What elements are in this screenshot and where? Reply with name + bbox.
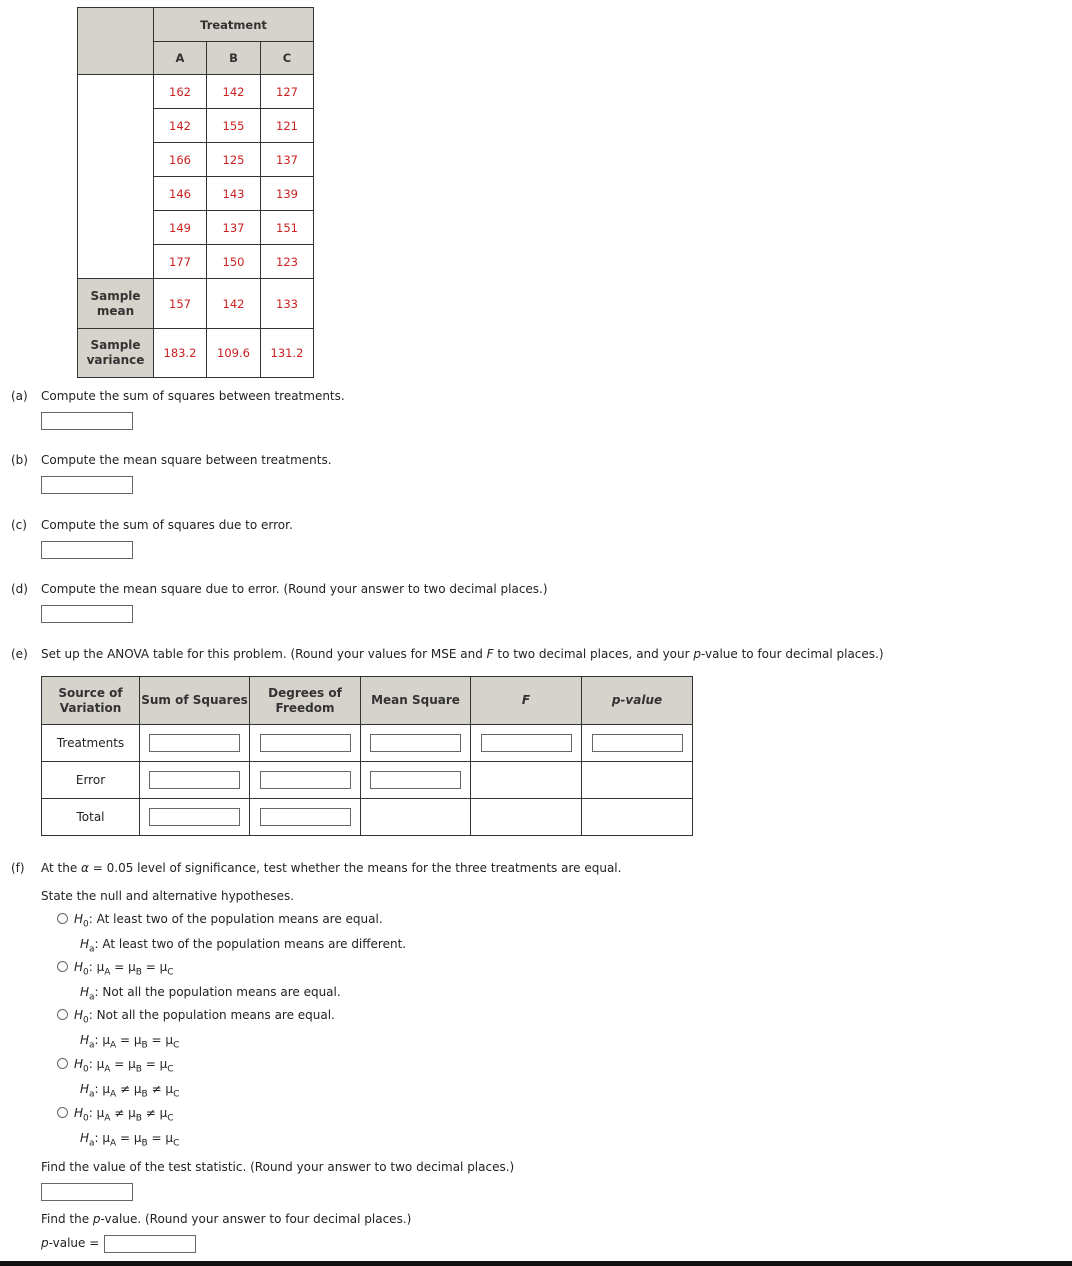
table-cell: 139 <box>261 177 314 211</box>
data-table <box>77 7 314 378</box>
radio-button[interactable] <box>57 913 68 924</box>
question-text: Compute the mean square between treatments. <box>41 453 332 467</box>
part-label: (d) <box>11 582 28 596</box>
ha-text: : μ <box>94 1033 111 1048</box>
hypothesis-option-1[interactable]: $H_0$: At least two of the population means are equal. $H_a$: At least two of the population means are different. <box>57 909 406 960</box>
anova-f-input[interactable] <box>481 734 572 752</box>
h0-text: : Not all the population means are equal. <box>88 1008 335 1022</box>
test-statistic-prompt: Find the value of the test statistic. (Round your answer to two decimal places.) <box>41 1160 515 1174</box>
hypothesis-option-4[interactable]: $H_0$: $\mu_A = \mu_B = \mu_C$ $H_a$: $\mu_A \ne \mu_B \ne \mu_C$ <box>57 1054 179 1105</box>
radio-button[interactable] <box>57 1058 68 1069</box>
part-label: (c) <box>11 518 27 532</box>
test-statistic-input[interactable] <box>41 1183 133 1201</box>
table-cell: 150 <box>207 245 261 279</box>
h0-text: : At least two of the population means are equal. <box>88 912 383 926</box>
part-label: (b) <box>11 453 28 467</box>
prompt-text: Find the <box>41 1212 93 1226</box>
column-header-c: C <box>261 42 314 75</box>
table-cell: 127 <box>261 75 314 109</box>
corner-cell <box>78 8 154 75</box>
sample-variance-a: 183.2 <box>154 329 207 378</box>
anova-header-ms: Mean Square <box>361 677 471 725</box>
question-text: -value to four decimal places.) <box>701 647 884 661</box>
part-label: (a) <box>11 389 28 403</box>
p-symbol: p <box>92 1212 101 1226</box>
question-b <box>11 453 332 467</box>
radio-button[interactable] <box>57 1107 68 1118</box>
question-d <box>11 582 548 596</box>
sample-mean-b: 142 <box>207 279 261 329</box>
ms-error-input[interactable] <box>41 605 133 623</box>
empty-cell <box>471 799 582 836</box>
anova-ms-error-input[interactable] <box>370 771 461 789</box>
question-text: At the <box>41 861 82 875</box>
ss-between-input[interactable] <box>41 412 133 430</box>
question-text: Set up the ANOVA table for this problem. (Round your values for MSE and <box>41 647 487 661</box>
question-text: to two decimal places, and your <box>493 647 694 661</box>
anova-table <box>41 676 693 836</box>
ha-text: : At least two of the population means are different. <box>94 937 407 952</box>
anova-ss-error-input[interactable] <box>149 771 240 789</box>
question-c <box>11 518 293 532</box>
table-cell: 143 <box>207 177 261 211</box>
anova-header-df: Degrees of Freedom <box>250 677 361 725</box>
anova-p-input[interactable] <box>592 734 683 752</box>
table-cell: 166 <box>154 143 207 177</box>
hypothesis-option-2[interactable]: $H_0$: $\mu_A = \mu_B = \mu_C$ $H_a$: Not all the population means are equal. <box>57 957 341 1008</box>
blank-label-cell <box>78 75 154 279</box>
h0-text: : μ <box>88 1106 105 1120</box>
empty-cell <box>582 762 693 799</box>
ha-text: : μ <box>94 1082 111 1097</box>
p-value-input[interactable] <box>104 1235 196 1253</box>
table-cell: 149 <box>154 211 207 245</box>
hypotheses-prompt: State the null and alternative hypotheses. <box>41 889 295 903</box>
sample-mean-a: 157 <box>154 279 207 329</box>
sample-mean-label: Sample mean <box>78 279 154 329</box>
table-cell: 142 <box>207 75 261 109</box>
treatment-header: Treatment <box>154 8 314 42</box>
anova-header-p: p-value <box>582 677 693 725</box>
part-label: (f) <box>11 861 25 875</box>
p-value-label <box>41 1236 99 1250</box>
sample-variance-label: Sample variance <box>78 329 154 378</box>
p-symbol: p <box>41 1236 49 1250</box>
part-label: (e) <box>11 647 28 661</box>
empty-cell <box>471 762 582 799</box>
anova-row-label-error: Error <box>42 762 140 799</box>
table-cell: 162 <box>154 75 207 109</box>
table-cell: 151 <box>261 211 314 245</box>
table-cell: 137 <box>207 211 261 245</box>
anova-df-total-input[interactable] <box>260 808 351 826</box>
column-header-b: B <box>207 42 261 75</box>
sample-variance-c: 131.2 <box>261 329 314 378</box>
ha-text: : μ <box>94 1131 111 1146</box>
ms-between-input[interactable] <box>41 476 133 494</box>
anova-ss-total-input[interactable] <box>149 808 240 826</box>
prompt-text: -value. (Round your answer to four decimal places.) <box>100 1212 412 1226</box>
empty-cell <box>361 799 471 836</box>
f-symbol: F <box>486 647 494 661</box>
p-value-prompt <box>41 1212 411 1226</box>
hypothesis-option-5[interactable]: $H_0$: $\mu_A \ne \mu_B \ne \mu_C$ $H_a$: $\mu_A = \mu_B = \mu_C$ <box>57 1103 179 1154</box>
anova-ss-treatments-input[interactable] <box>149 734 240 752</box>
table-cell: 125 <box>207 143 261 177</box>
question-f <box>11 861 621 875</box>
question-a <box>11 389 345 403</box>
ha-text: : Not all the population means are equal. <box>94 985 341 1000</box>
question-text: Compute the sum of squares due to error. <box>41 518 293 532</box>
p-symbol: p <box>693 647 701 661</box>
anova-header-source: Source of Variation <box>42 677 140 725</box>
anova-header-ss: Sum of Squares <box>140 677 250 725</box>
anova-ms-treatments-input[interactable] <box>370 734 461 752</box>
alpha-symbol: α <box>81 861 89 875</box>
table-cell: 146 <box>154 177 207 211</box>
h0-text: : μ <box>88 1057 105 1071</box>
table-cell: 121 <box>261 109 314 143</box>
table-cell: 177 <box>154 245 207 279</box>
table-cell: 155 <box>207 109 261 143</box>
radio-button[interactable] <box>57 961 68 972</box>
bottom-divider <box>0 1261 1072 1266</box>
table-cell: 142 <box>154 109 207 143</box>
column-header-a: A <box>154 42 207 75</box>
question-e <box>11 647 884 661</box>
anova-row-label-total: Total <box>42 799 140 836</box>
question-text: Compute the sum of squares between treatments. <box>41 389 345 403</box>
empty-cell <box>582 799 693 836</box>
table-cell: 123 <box>261 245 314 279</box>
anova-df-treatments-input[interactable] <box>260 734 351 752</box>
radio-button[interactable] <box>57 1009 68 1020</box>
anova-df-error-input[interactable] <box>260 771 351 789</box>
ss-error-input[interactable] <box>41 541 133 559</box>
sample-variance-b: 109.6 <box>207 329 261 378</box>
hypothesis-option-3[interactable]: $H_0$: Not all the population means are equal. $H_a$: $\mu_A = \mu_B = \mu_C$ <box>57 1005 335 1056</box>
table-cell: 137 <box>261 143 314 177</box>
question-text: = 0.05 level of significance, test whether the means for the three treatments are equal. <box>88 861 622 875</box>
h0-text: : μ <box>88 960 105 974</box>
label-text: -value = <box>48 1236 100 1250</box>
anova-row-label-treatments: Treatments <box>42 725 140 762</box>
sample-mean-c: 133 <box>261 279 314 329</box>
anova-header-f: F <box>471 677 582 725</box>
question-text: Compute the mean square due to error. (Round your answer to two decimal places.) <box>41 582 548 596</box>
